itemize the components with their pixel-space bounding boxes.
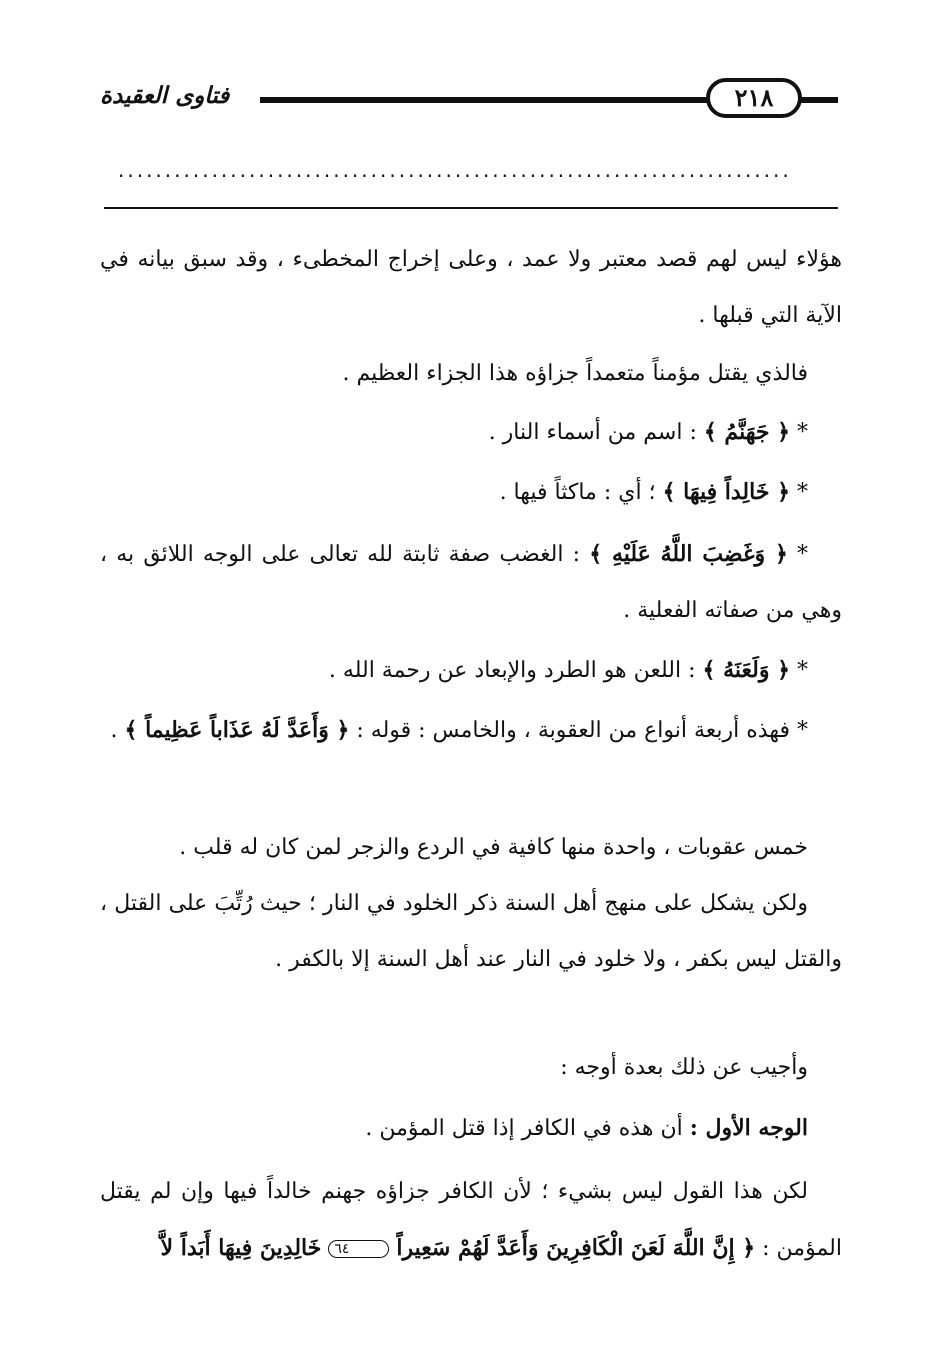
explanation: ؛ أي : ماكثاً فيها .	[499, 480, 663, 505]
paragraph-four-punishments	[100, 702, 842, 759]
paragraph-khalidan	[100, 464, 842, 521]
explanation: : اللعن هو الطرد والإبعاد عن رحمة الله .	[328, 658, 703, 683]
paragraph-five-punishments: خمس عقوبات ، واحدة منها كافية في الردع والزجر لمن كان له قلب .	[179, 835, 808, 860]
aspect-label: الوجه الأول :	[689, 1115, 808, 1141]
paragraph-answers: وأجيب عن ذلك بعدة أوجه :	[560, 1055, 808, 1080]
header-rule-left	[260, 97, 708, 103]
bullet-star: *	[790, 480, 808, 505]
paragraph-jahannam	[100, 404, 842, 461]
paragraph-rebuttal	[100, 1164, 842, 1277]
paragraph-1: هؤلاء ليس لهم قصد معتبر ولا عمد ، وعلى إخراج المخطىء ، وقد سبق بيانه في الآية التي قبلها .	[100, 247, 842, 328]
bullet-star: *	[790, 420, 808, 445]
quran-term: ﴿ جَهَنَّمُ ﴾	[703, 419, 790, 445]
header-rule-right	[800, 97, 838, 103]
content-rule	[104, 207, 838, 209]
explanation: * فهذه أربعة أنواع من العقوبة ، والخامس : قوله :	[349, 718, 808, 743]
explanation: لكن هذا القول ليس بشيء ؛ لأن الكافر جزاؤه جهنم خالداً فيها وإن لم يقتل المؤمن :	[100, 1179, 842, 1261]
bullet-star: *	[787, 542, 808, 567]
page-header	[100, 74, 838, 124]
dotted-separator: ........................................................................	[118, 158, 792, 182]
quran-verse: ﴿ إِنَّ اللَّهَ لَعَنَ الْكَافِرِينَ وَأَعَدَّ لَهُمْ سَعِيراً	[396, 1235, 756, 1261]
explanation: أن هذه في الكافر إذا قتل المؤمن .	[365, 1116, 690, 1141]
quran-verse-continued: خَالِدِينَ فِيهَا أَبَداً لاَّ	[160, 1235, 322, 1261]
paragraph-laana	[100, 642, 842, 699]
ayah-number-marker: ٦٤	[328, 1240, 389, 1258]
explanation: : اسم من أسماء النار .	[488, 420, 704, 445]
quran-term: ﴿ خَالِداً فِيهَا ﴾	[662, 479, 790, 505]
book-title: فتاوى العقيدة	[100, 82, 230, 109]
page-number-badge: ٢١٨	[706, 78, 802, 118]
paragraph-2: فالذي يقتل مؤمناً متعمداً جزاؤه هذا الجزاء العظيم .	[342, 361, 808, 386]
paragraph-first-aspect	[100, 1100, 842, 1157]
quran-term: ﴿ وَلَعَنَهُ ﴾	[702, 657, 790, 683]
terminator: .	[110, 718, 125, 743]
paragraph-ghadab	[100, 526, 842, 639]
bullet-star: *	[790, 658, 808, 683]
quran-term: ﴿ وَأَعَدَّ لَهُ عَذَاباً عَظِيماً ﴾	[124, 717, 350, 743]
explanation: : الغضب صفة ثابتة لله تعالى على الوجه اللائق به ، وهي من صفاته الفعلية .	[100, 542, 842, 623]
paragraph-problem: ولكن يشكل على منهج أهل السنة ذكر الخلود في النار ؛ حيث رُتِّبَ على القتل ، والقتل ليس بكفر ، ولا خلود في النار عند أهل السنة إلا بالكفر .	[100, 891, 842, 972]
quran-term: ﴿ وَغَضِبَ اللَّهُ عَلَيْهِ ﴾	[589, 541, 788, 567]
